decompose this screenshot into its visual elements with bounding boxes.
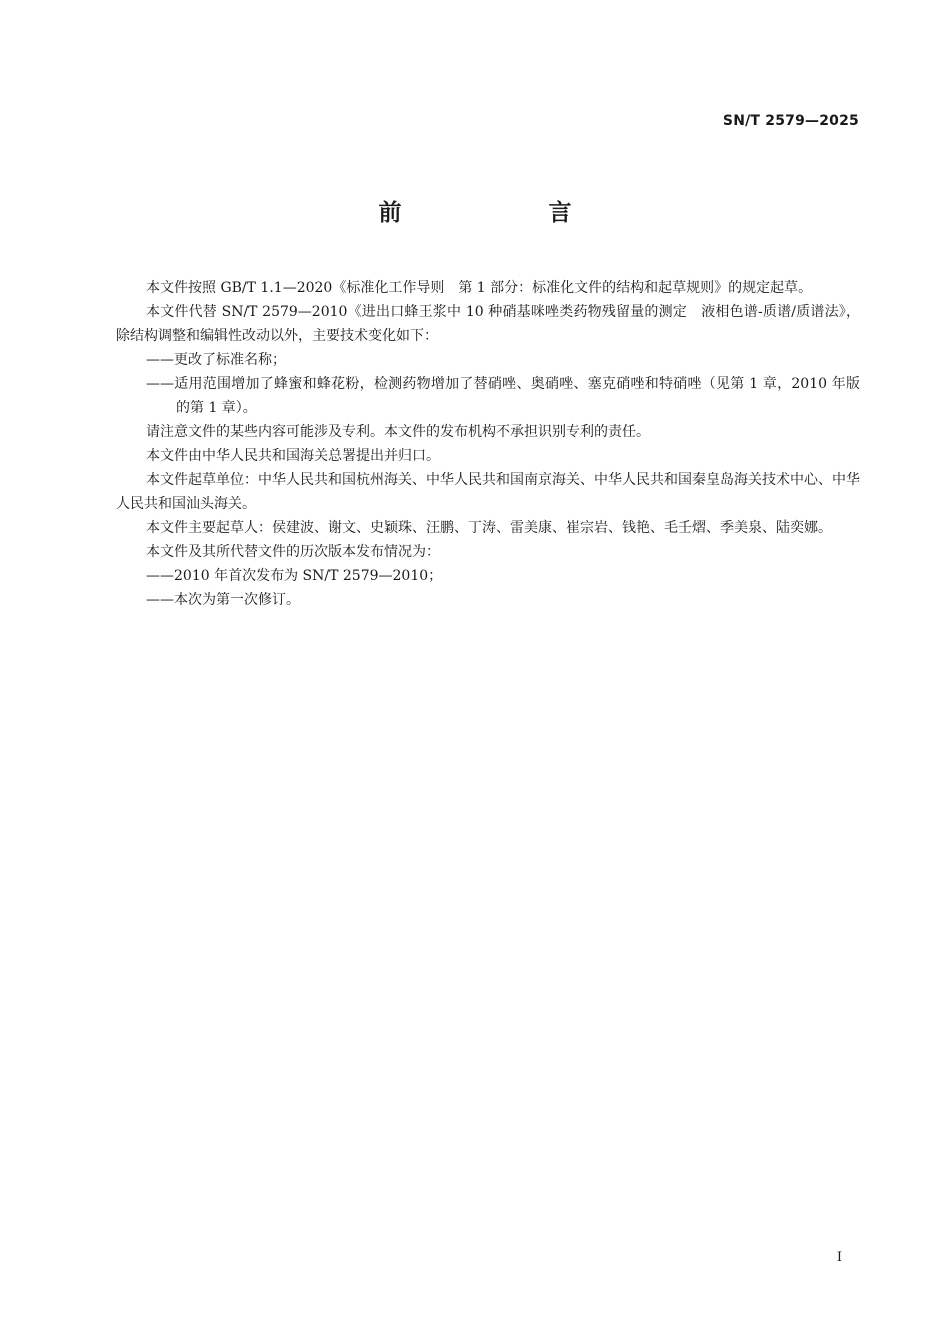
paragraph-version-history: 本文件及其所代替文件的历次版本发布情况为：: [146, 544, 440, 560]
paragraph-proposed-by: 本文件由中华人民共和国海关总署提出并归口。: [146, 448, 440, 464]
foreword-body: [116, 276, 860, 612]
paragraph-patent-notice: 请注意文件的某些内容可能涉及专利。本文件的发布机构不承担识别专利的责任。: [146, 424, 650, 440]
standard-code: SN/T 2579—2025: [722, 113, 859, 129]
page-number: I: [836, 1250, 842, 1265]
history-item-2010: ——2010 年首次发布为 SN/T 2579—2010；: [146, 568, 443, 584]
paragraph-drafting-rules: 本文件按照 GB/T 1.1—2020《标准化工作导则 第 1 部分：标准化文件的结构和起草规则》的规定起草。: [146, 280, 813, 296]
change-item-scope: ——适用范围增加了蜂蜜和蜂花粉，检测药物增加了替硝唑、奥硝唑、塞克硝唑和特硝唑（见第 1 章，2010 年版的第 1 章）。: [146, 376, 860, 416]
paragraph-drafters: 本文件主要起草人：侯建波、谢文、史颖珠、汪鹏、丁涛、雷美康、崔宗岩、钱艳、毛壬熠、季美泉、陆奕娜。: [146, 520, 832, 536]
paragraph-drafting-units: 本文件起草单位：中华人民共和国杭州海关、中华人民共和国南京海关、中华人民共和国秦皇岛海关技术中心、中华人民共和国汕头海关。: [116, 472, 860, 512]
change-item-name: ——更改了标准名称；: [146, 352, 286, 368]
history-item-revision: ——本次为第一次修订。: [146, 592, 300, 608]
page-title: 前 言: [378, 200, 634, 226]
paragraph-replaces: 本文件代替 SN/T 2579—2010《进出口蜂王浆中 10 种硝基咪唑类药物残留量的测定 液相色谱-质谱/质谱法》，除结构调整和编辑性改动以外，主要技术变化如下：: [116, 304, 860, 344]
